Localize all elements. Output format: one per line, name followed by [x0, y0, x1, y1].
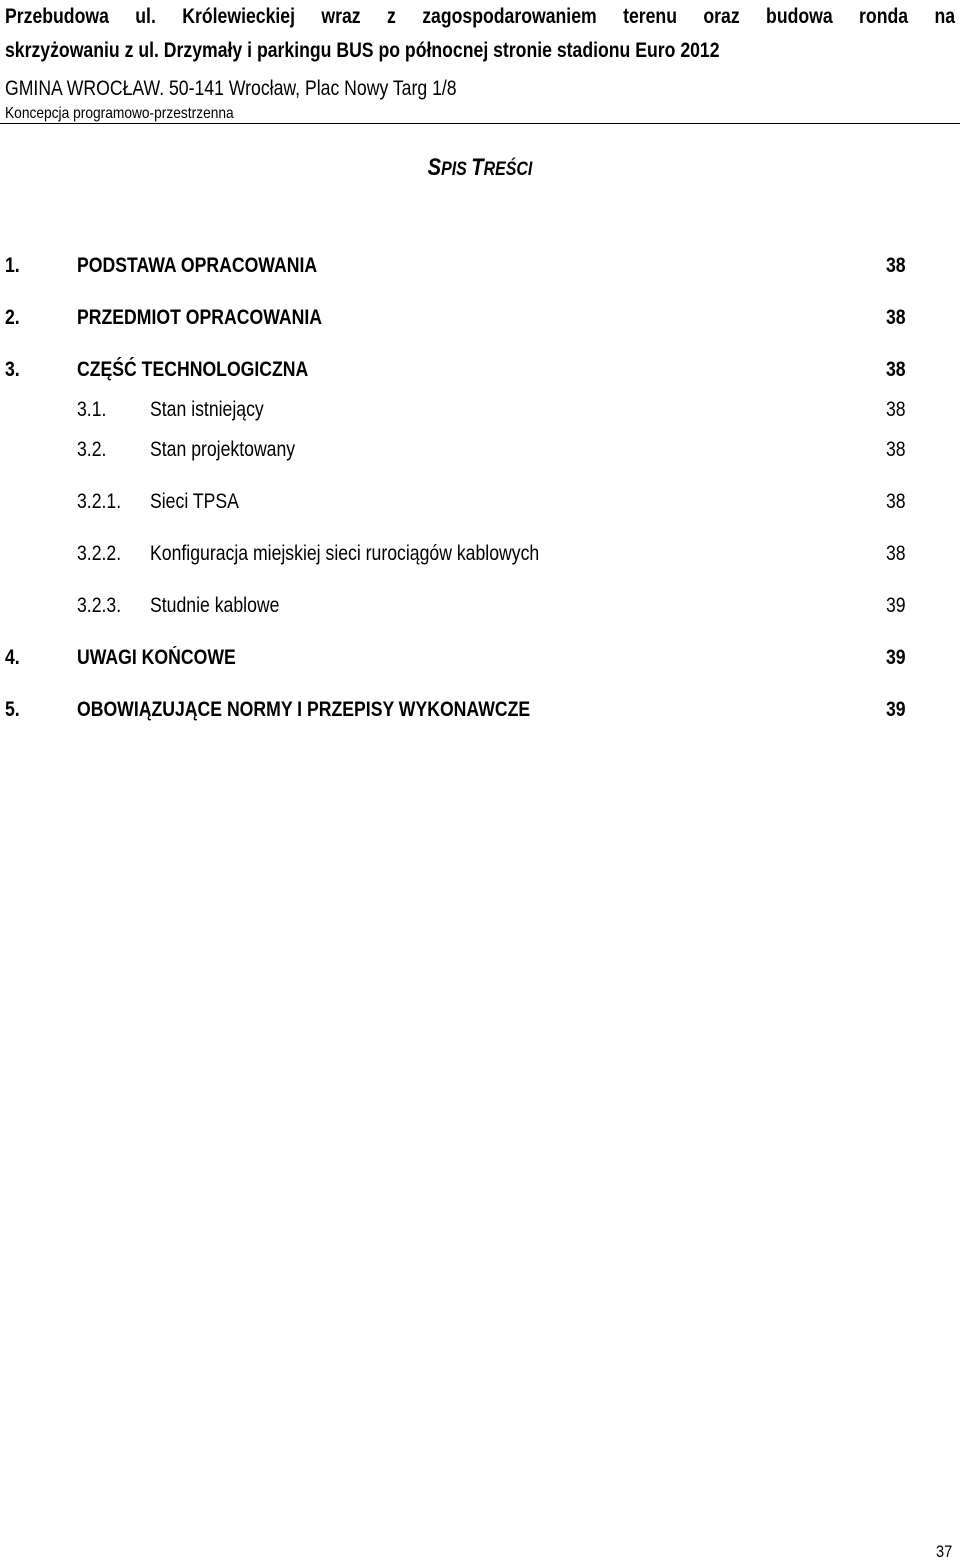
toc-heading-resci: REŚCI — [483, 159, 533, 180]
toc-entry-3-2-3[interactable] — [0, 591, 960, 621]
toc-entry-page: 39 — [886, 698, 906, 721]
toc-entry-page: 38 — [886, 254, 906, 277]
page-number: 37 — [936, 1542, 953, 1561]
toc-entry-page: 38 — [886, 306, 906, 329]
toc-entry-number: 3.2.1. — [77, 490, 122, 513]
header-divider — [0, 123, 960, 124]
toc-entry-label: UWAGI KOŃCOWE — [77, 646, 236, 669]
document-subtitle: Koncepcja programowo-przestrzenna — [5, 105, 234, 122]
toc-entry-number: 5. — [5, 698, 20, 721]
toc-entry-label: OBOWIĄZUJĄCE NORMY I PRZEPISY WYKONAWCZE — [77, 698, 531, 721]
project-title-line-1: Przebudowa ul. Królewieckiej wraz z zagospodarowaniem terenu oraz budowa ronda na — [5, 5, 956, 28]
toc-entry-5[interactable] — [0, 695, 960, 725]
toc-heading — [77, 152, 883, 186]
toc-entry-label: Sieci TPSA — [150, 490, 239, 513]
toc-entry-number: 3.2.2. — [77, 542, 122, 565]
toc-entry-4[interactable] — [0, 643, 960, 673]
toc-entry-page: 38 — [886, 398, 906, 421]
toc-entry-3-1[interactable] — [0, 395, 960, 425]
toc-entry-label: Studnie kablowe — [150, 594, 280, 617]
toc-entry-3[interactable] — [0, 355, 960, 385]
toc-entry-number: 3.2.3. — [77, 594, 122, 617]
toc-heading-pis: PIS — [441, 159, 472, 180]
toc-heading-s: S — [427, 154, 442, 181]
toc-entry-2[interactable] — [0, 303, 960, 333]
toc-entry-number: 4. — [5, 646, 20, 669]
toc-entry-3-2[interactable] — [0, 435, 960, 465]
toc-entry-number: 3. — [5, 358, 20, 381]
toc-entry-page: 39 — [886, 594, 906, 617]
toc-entry-number: 3.1. — [77, 398, 107, 421]
toc-entry-3-2-1[interactable] — [0, 487, 960, 517]
document-header — [5, 0, 955, 124]
toc-heading-t: T — [471, 154, 484, 181]
project-title-line-2: skrzyżowaniu z ul. Drzymały i parkingu BUS po północnej stronie stadionu Euro 2012 — [5, 39, 720, 62]
toc-entry-number: 2. — [5, 306, 20, 329]
toc-entry-page: 38 — [886, 358, 906, 381]
toc-entry-page: 38 — [886, 542, 906, 565]
toc-entry-label: Konfiguracja miejskiej sieci rurociągów kablowych — [150, 542, 540, 565]
toc-entry-label: PRZEDMIOT OPRACOWANIA — [77, 306, 323, 329]
toc-entry-page: 38 — [886, 438, 906, 461]
toc-entry-number: 1. — [5, 254, 20, 277]
toc-entry-page: 38 — [886, 490, 906, 513]
toc-entry-label: CZĘŚĆ TECHNOLOGICZNA — [77, 358, 309, 381]
toc-entry-3-2-2[interactable] — [0, 539, 960, 569]
toc-entry-label: Stan projektowany — [150, 438, 296, 461]
toc-entry-number: 3.2. — [77, 438, 107, 461]
organization-address: GMINA WROCŁAW. 50-141 Wrocław, Plac Nowy Targ 1/8 — [5, 77, 457, 100]
toc-entry-label: PODSTAWA OPRACOWANIA — [77, 254, 318, 277]
toc-entry-label: Stan istniejący — [150, 398, 264, 421]
toc-entry-page: 39 — [886, 646, 906, 669]
toc-entry-1[interactable] — [0, 251, 960, 281]
